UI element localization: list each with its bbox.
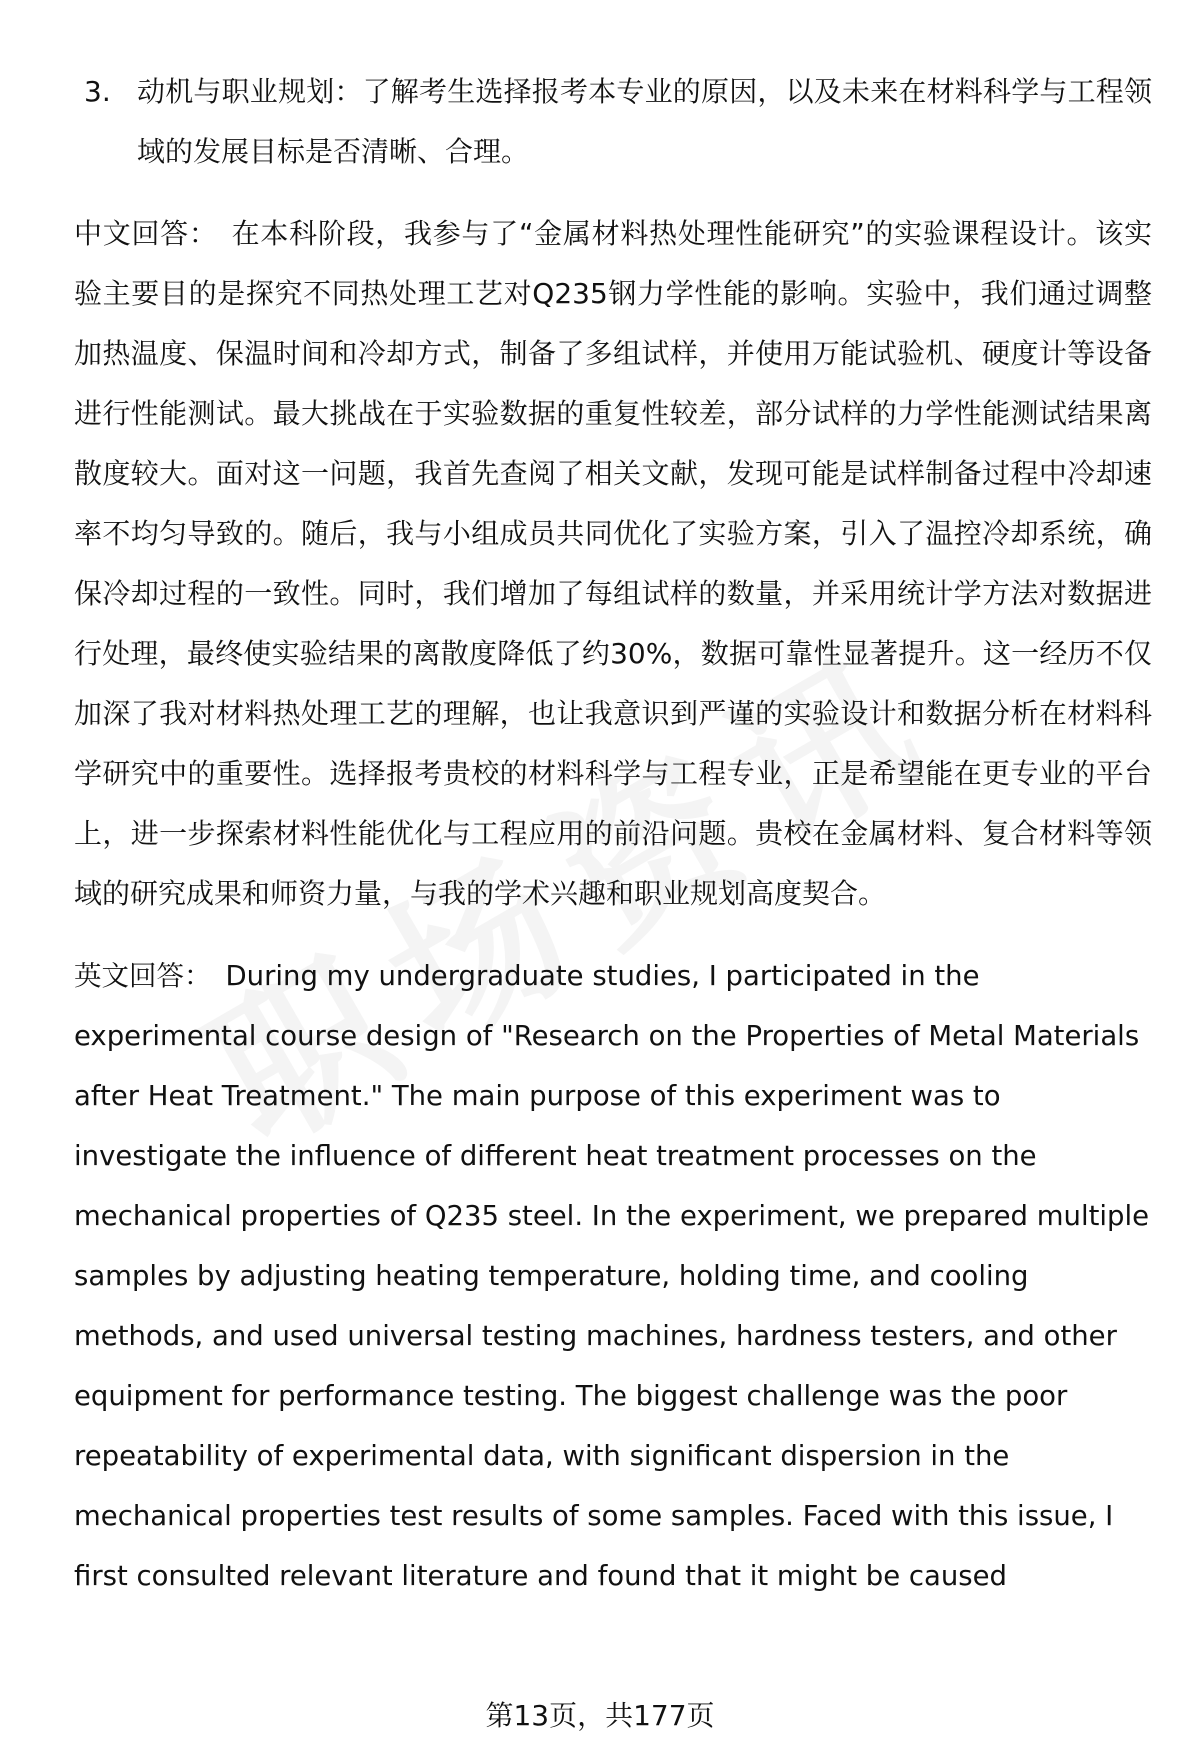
english-answer-label: 英文回答：: [74, 960, 212, 992]
page-content: [74, 62, 1152, 1606]
chinese-answer-text: 在本科阶段，我参与了“金属材料热处理性能研究”的实验课程设计。该实验主要目的是探究不同热处理工艺对Q235钢力学性能的影响。实验中，我们通过调整加热温度、保温时间和冷却方式，制备了多组试样，并使用万能试验机、硬度计等设备进行性能测试。最大挑战在于实验数据的重复性较差，部分试样的力学性能测试结果离散度较大。面对这一问题，我首先查阅了相关文献，发现可能是试样制备过程中冷却速率不均匀导致的。随后，我与小组成员共同优化了实验方案，引入了温控冷却系统，确保冷却过程的一致性。同时，我们增加了每组试样的数量，并采用统计学方法对数据进行处理，最终使实验结果的离散度降低了约30%，数据可靠性显著提升。这一经历不仅加深了我对材料热处理工艺的理解，也让我意识到严谨的实验设计和数据分析在材料科学研究中的重要性。选择报考贵校的材料科学与工程专业，正是希望能在更专业的平台上，进一步探索材料性能优化与工程应用的前沿问题。贵校在金属材料、复合材料等领域的研究成果和师资力量，与我的学术兴趣和职业规划高度契合。: [74, 217, 1152, 910]
list-item-text: 动机与职业规划：了解考生选择报考本专业的原因，以及未来在材料科学与工程领域的发展目标是否清晰、合理。: [137, 75, 1152, 168]
chinese-answer-label: 中文回答：: [74, 217, 218, 250]
chinese-answer-paragraph: [74, 204, 1152, 924]
list-item-number: 3.: [84, 75, 111, 108]
page-number: 第13页，共177页: [485, 1699, 715, 1732]
list-item-motivation: [74, 62, 1152, 182]
english-answer-text: During my undergraduate studies, I participated in the experimental course design of "Research on the Properties of Metal Materials after Heat Treatment." The main purpose of this experiment was to investigate the influence of different heat treatment processes on the mechanical properties of Q235 steel. In the experiment, we prepared multiple samples by adjusting heating temperature, holding time, and cooling methods, and used universal testing machines, hardness testers, and other equipment for performance testing. The biggest challenge was the poor repeatability of experimental data, with significant dispersion in the mechanical properties test results of some samples. Faced with this issue, I first consulted relevant literature and found that it might be caused: [74, 960, 1150, 1592]
page-footer: [0, 1696, 1200, 1736]
english-answer-paragraph: [74, 946, 1152, 1606]
